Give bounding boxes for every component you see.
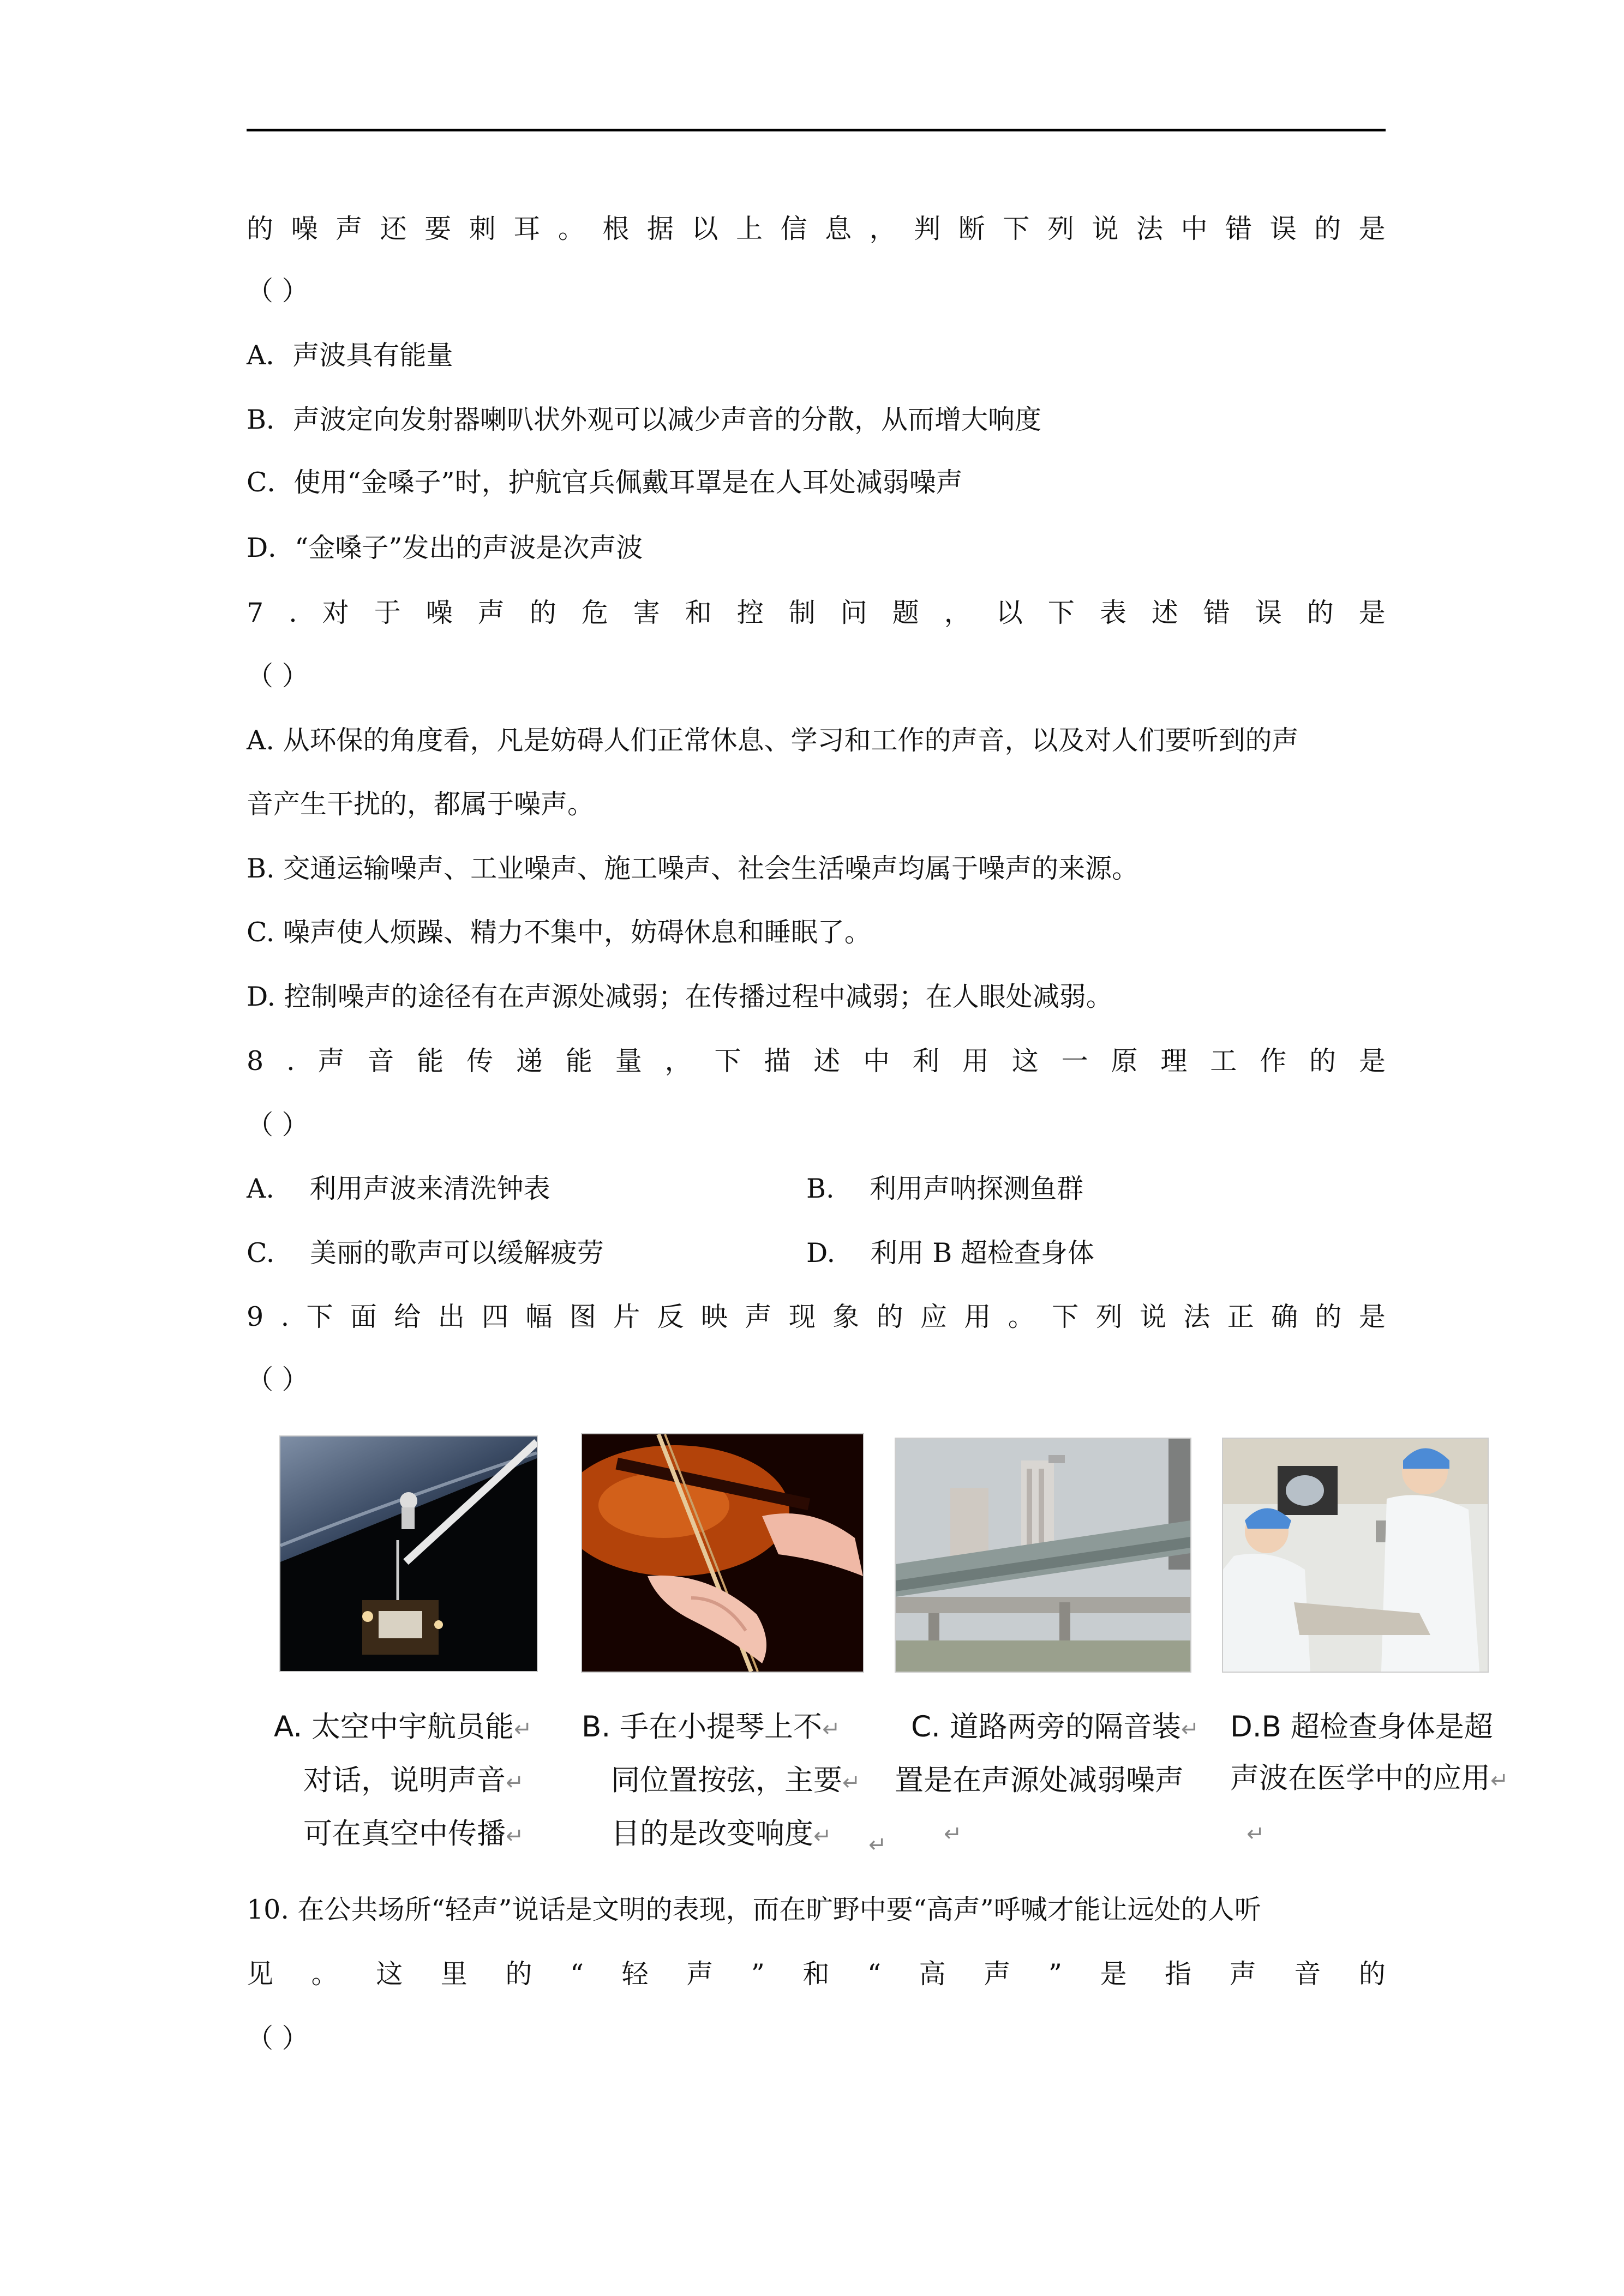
justified-char: 中 — [863, 1045, 890, 1077]
justified-char: 的 — [1358, 1958, 1386, 1990]
justified-char: 和 — [685, 597, 712, 628]
justified-char: 声 — [984, 1958, 1011, 1990]
question-7-paren: （ ） — [247, 660, 309, 692]
justified-char: “ — [867, 1958, 882, 1990]
justified-char: 下 — [1047, 597, 1075, 628]
justified-char: 说 — [1139, 1301, 1166, 1332]
header-rule — [247, 129, 1386, 131]
justified-char: 据 — [646, 213, 674, 244]
justified-char: 理 — [1160, 1045, 1188, 1077]
justified-char: 误 — [1269, 213, 1297, 244]
justified-char: . — [280, 1301, 290, 1332]
justified-char: 。 — [558, 213, 585, 244]
option-6a: A．声波具有能量 — [247, 340, 453, 371]
caption-c-line2: 置是在声源处减弱噪声 — [895, 1764, 1184, 1797]
justified-char: 的 — [1314, 213, 1341, 244]
justified-char: 的 — [1309, 1045, 1336, 1077]
justified-char: 控 — [736, 597, 764, 628]
option-6b: B．声波定向发射器喇叭状外观可以减少声音的分散，从而增大响度 — [247, 404, 1042, 435]
justified-char: 还 — [380, 213, 407, 244]
justified-char: 上 — [736, 213, 763, 244]
return-mark-icon: ↵ — [822, 1717, 841, 1742]
justified-char: 表 — [1099, 597, 1126, 628]
return-mark-icon: ↵ — [868, 1832, 887, 1858]
justified-char: 用 — [964, 1301, 991, 1332]
justified-char: 于 — [374, 597, 401, 628]
justified-char: 作 — [1260, 1045, 1287, 1077]
caption-d-line1: D.B 超检查身体是超 — [1230, 1710, 1493, 1744]
options-8-row1 — [247, 1173, 1386, 1205]
caption-b — [582, 1702, 861, 1862]
justified-char: 信 — [780, 213, 807, 244]
justified-char: 面 — [350, 1301, 377, 1332]
justified-char: 映 — [701, 1301, 728, 1332]
option-6c: C．使用“金嗓子”时，护航官兵佩戴耳罩是在人耳处减弱噪声 — [247, 467, 963, 498]
justified-char: 声 — [317, 1045, 345, 1077]
justified-char: 片 — [613, 1301, 640, 1332]
justified-char: 错 — [1203, 597, 1230, 628]
return-mark-icon: ↵ — [842, 1770, 861, 1795]
caption-b-line1: B. 手在小提琴上不 — [582, 1710, 823, 1744]
question-6-stem-tail — [247, 213, 1386, 245]
justified-char: 用 — [962, 1045, 989, 1077]
justified-char: 的 — [505, 1958, 532, 1990]
justified-char: 利 — [912, 1045, 939, 1077]
return-mark-icon: ↵ — [506, 1770, 524, 1795]
return-mark-icon: ↵ — [944, 1822, 962, 1847]
option-8c: C. 美丽的歌声可以缓解疲劳 — [247, 1237, 604, 1269]
return-mark-icon: ↵ — [514, 1717, 532, 1742]
justified-char: 是 — [1358, 597, 1386, 628]
justified-char: 见 — [247, 1958, 274, 1990]
justified-char: 确 — [1271, 1301, 1298, 1332]
justified-char: 幅 — [525, 1301, 553, 1332]
justified-char: 法 — [1183, 1301, 1210, 1332]
photo-sound-barrier — [895, 1438, 1191, 1673]
photo-violin — [581, 1433, 864, 1673]
justified-char: 能 — [565, 1045, 592, 1077]
justified-char: 息 — [825, 213, 852, 244]
justified-char: 应 — [920, 1301, 947, 1332]
justified-char: 现 — [788, 1301, 816, 1332]
photo-astronaut-space — [279, 1435, 538, 1672]
justified-char: 误 — [1255, 597, 1282, 628]
justified-char: 的 — [247, 213, 274, 244]
justified-char: 的 — [876, 1301, 903, 1332]
justified-char: 下 — [1003, 213, 1030, 244]
justified-char: 声 — [686, 1958, 714, 1990]
justified-char: 轻 — [621, 1958, 649, 1990]
option-7b: B. 交通运输噪声、工业噪声、施工噪声、社会生活噪声均属于噪声的来源。 — [247, 853, 1139, 884]
justified-char: “ — [570, 1958, 584, 1990]
justified-char: 法 — [1136, 213, 1163, 244]
return-mark-icon: ↵ — [813, 1824, 832, 1849]
option-8d: D. 利用 B 超检查身体 — [806, 1237, 1094, 1269]
justified-char: 判 — [914, 213, 941, 244]
justified-char: . — [286, 1045, 295, 1077]
question-10-paren: （ ） — [247, 2023, 309, 2054]
justified-char: ， — [869, 213, 896, 244]
question-8-stem — [247, 1045, 1386, 1078]
justified-char: 耳 — [513, 213, 541, 244]
photo-ultrasound-exam — [1222, 1438, 1489, 1673]
justified-char: 问 — [840, 597, 867, 628]
justified-char: 出 — [438, 1301, 465, 1332]
justified-char: 正 — [1227, 1301, 1254, 1332]
caption-a-line1: A. 太空中宇航员能 — [274, 1710, 514, 1744]
justified-char: ” — [751, 1958, 765, 1990]
justified-char: 递 — [516, 1045, 543, 1077]
question-9-stem — [247, 1301, 1386, 1333]
justified-char: 说 — [1092, 213, 1119, 244]
justified-char: 量 — [615, 1045, 642, 1077]
justified-char: 的 — [1307, 597, 1334, 628]
caption-a — [274, 1702, 532, 1862]
justified-char: 。 — [1008, 1301, 1035, 1332]
justified-char: 7 — [247, 597, 264, 628]
justified-char: ， — [944, 597, 971, 628]
justified-char: 是 — [1358, 1045, 1386, 1077]
justified-char: 这 — [376, 1958, 403, 1990]
justified-char: 错 — [1225, 213, 1253, 244]
justified-char: ， — [664, 1045, 692, 1077]
caption-d — [1230, 1702, 1509, 1860]
justified-char: 中 — [1180, 213, 1208, 244]
justified-char: 声 — [745, 1301, 772, 1332]
justified-char: 这 — [1011, 1045, 1039, 1077]
justified-char: 下 — [306, 1301, 333, 1332]
justified-char: 列 — [1095, 1301, 1123, 1332]
justified-char: 原 — [1111, 1045, 1138, 1077]
justified-char: 根 — [602, 213, 630, 244]
caption-a-line2: 对话，说明声音 — [303, 1764, 506, 1797]
justified-char: 反 — [657, 1301, 684, 1332]
question-8-paren: （ ） — [247, 1109, 309, 1140]
justified-char: 述 — [1151, 597, 1178, 628]
justified-char: 声 — [335, 213, 363, 244]
justified-char: 音 — [1294, 1958, 1321, 1990]
justified-char: 指 — [1165, 1958, 1192, 1990]
caption-c-line1: C. 道路两旁的隔音装 — [911, 1710, 1181, 1744]
justified-char: 断 — [958, 213, 985, 244]
justified-char: 传 — [466, 1045, 494, 1077]
question-6-paren: （ ） — [247, 275, 309, 306]
return-mark-icon: ↵ — [1247, 1822, 1265, 1847]
justified-char: 刺 — [469, 213, 496, 244]
justified-char: 声 — [1229, 1958, 1256, 1990]
justified-char: 声 — [477, 597, 505, 628]
return-mark-icon: ↵ — [506, 1824, 524, 1849]
justified-char: 噪 — [291, 213, 318, 244]
return-mark-icon: ↵ — [1490, 1768, 1509, 1793]
justified-char: 述 — [813, 1045, 841, 1077]
caption-b-line3: 目的是改变响度 — [611, 1817, 813, 1850]
justified-char: 噪 — [426, 597, 453, 628]
caption-a-line3: 可在真空中传播 — [303, 1817, 506, 1850]
justified-char: 四 — [482, 1301, 509, 1332]
justified-char: 工 — [1210, 1045, 1237, 1077]
justified-char: 题 — [892, 597, 919, 628]
justified-char: 要 — [424, 213, 452, 244]
question-9-paren: （ ） — [247, 1364, 309, 1395]
justified-char: 9 — [247, 1301, 264, 1332]
option-6d: D．“金嗓子”发出的声波是次声波 — [247, 532, 643, 563]
justified-char: 。 — [311, 1958, 338, 1990]
question-10-stem-line2 — [247, 1958, 1386, 1991]
justified-char: 是 — [1358, 1301, 1386, 1332]
option-7c: C. 噪声使人烦躁、精力不集中，妨碍休息和睡眠了。 — [247, 917, 871, 948]
option-7a-line1: A. 从环保的角度看，凡是妨碍人们正常休息、学习和工作的声音，以及对人们要听到的声 — [247, 725, 1299, 756]
option-7a-line2: 音产生干扰的，都属于噪声。 — [247, 789, 595, 820]
caption-c — [895, 1702, 1199, 1860]
justified-char: 以 — [996, 597, 1023, 628]
justified-char: 能 — [417, 1045, 444, 1077]
justified-char: 下 — [1052, 1301, 1079, 1332]
question-7-stem — [247, 597, 1386, 629]
caption-d-line2: 声波在医学中的应用 — [1230, 1762, 1490, 1795]
justified-char: 下 — [714, 1045, 741, 1077]
caption-b-line2: 同位置按弦，主要 — [611, 1764, 842, 1797]
justified-char: 和 — [802, 1958, 830, 1990]
option-8b: B. 利用声呐探测鱼群 — [806, 1173, 1084, 1204]
return-mark-icon: ↵ — [1180, 1717, 1200, 1742]
justified-char: 8 — [247, 1045, 264, 1077]
justified-char: 是 — [1358, 213, 1386, 244]
options-8-row2 — [247, 1237, 1386, 1270]
justified-char: 高 — [919, 1958, 946, 1990]
justified-char: 音 — [367, 1045, 394, 1077]
justified-char: 的 — [529, 597, 556, 628]
justified-char: 描 — [764, 1045, 791, 1077]
justified-char: 危 — [581, 597, 608, 628]
justified-char: 对 — [322, 597, 349, 628]
option-7d: D. 控制噪声的途径有在声源处减弱；在传播过程中减弱；在人眼处减弱。 — [247, 981, 1113, 1012]
justified-char: ” — [1048, 1958, 1062, 1990]
justified-char: 以 — [691, 213, 718, 244]
justified-char: 象 — [832, 1301, 860, 1332]
justified-char: . — [289, 597, 297, 628]
justified-char: 害 — [633, 597, 660, 628]
justified-char: 列 — [1047, 213, 1074, 244]
justified-char: 的 — [1315, 1301, 1342, 1332]
justified-char: 给 — [394, 1301, 421, 1332]
justified-char: 里 — [440, 1958, 468, 1990]
justified-char: 图 — [569, 1301, 596, 1332]
justified-char: 一 — [1061, 1045, 1088, 1077]
justified-char: 制 — [788, 597, 816, 628]
justified-char: 是 — [1100, 1958, 1127, 1990]
option-8a: A. 利用声波来清洗钟表 — [247, 1173, 550, 1204]
question-10-stem-line1: 10. 在公共场所“轻声”说话是文明的表现，而在旷野中要“高声”呼喊才能让远处的人听 — [247, 1894, 1261, 1925]
